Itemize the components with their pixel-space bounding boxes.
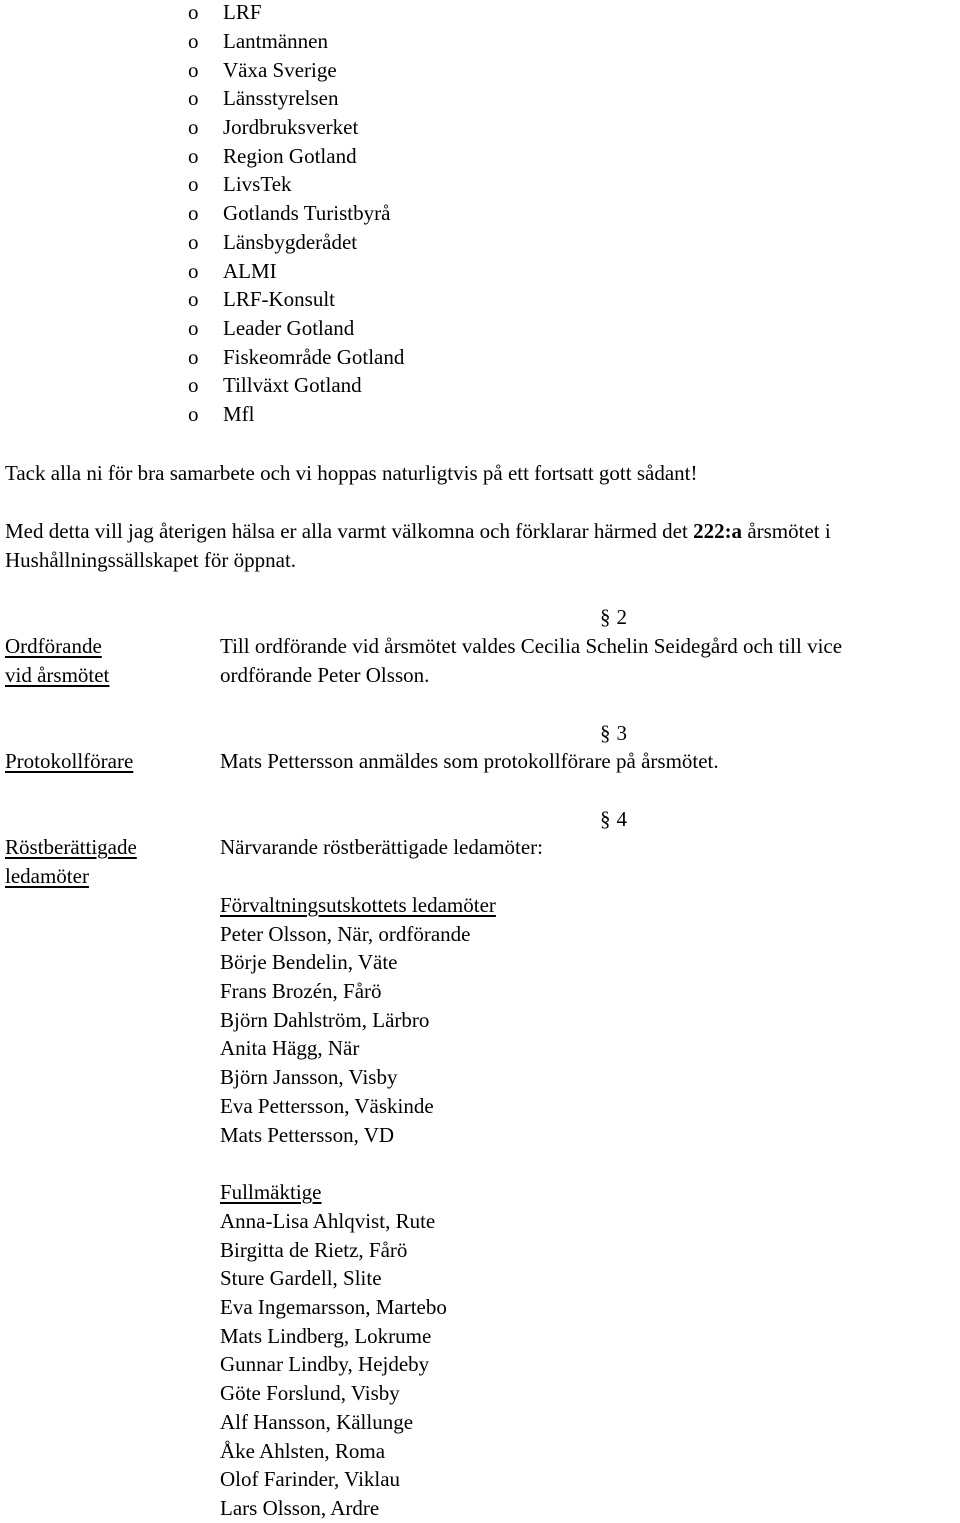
section-sign: § [600, 721, 611, 745]
bullet-marker: o [188, 316, 199, 340]
section-body: Till ordförande vid årsmötet valdes Cecilia Schelin Seidegård och till vice [220, 634, 843, 658]
list-item: Mats Lindberg, Lokrume [220, 1324, 432, 1348]
list-item: Göte Forslund, Visby [220, 1381, 400, 1405]
section-number-3: § 3 [600, 721, 627, 745]
welcome-paragraph [5, 517, 831, 546]
bullet-marker: o [188, 287, 199, 311]
bullet-marker: o [188, 58, 199, 82]
bullet-marker: o [188, 259, 199, 283]
bullet-marker: o [188, 402, 199, 426]
bullet-marker: o [188, 86, 199, 110]
list-item: Anita Hägg, När [220, 1036, 360, 1060]
section-heading: Ordförande [5, 634, 102, 658]
document-page: o LRF o Lantmännen o Växa Sverige o Länsstyrelsen o Jordbruksverket o Region Gotland o LivsTek o Gotlands Turistbyrå o Länsbygderådet o ALMI o LRF-Konsult o Leader Gotland o Fiskeområde Gotland o Tillväxt Gotland o Mfl Tack alla ni för bra samarbete och vi hoppas naturligtvis på ett fortsatt gott sådant! Med detta vill jag återigen hälsa er alla varmt välkomna och förklarar härmed det 222:a årsmötet i Hushållningssällskapet för öppnat. § 2 Ordförande vid årsmötet Till ordförande vid årsmötet valdes Cecilia Schelin Seidegård och till vice ordförande Peter Olsson. § 3 Protokollförare Mats Pettersson anmäldes som protokollförare på årsmötet. § 4 Röstberättigade ledamöter Närvarande röstberättigade ledamöter: Förvaltningsutskottets ledamöter Peter Olsson, När, ordförande Börje Bendelin, Väte Frans Brozén, Fårö Björn Dahlström, Lärbro Anita Hägg, När Björn Jansson, Visby Eva Pettersson, Väskinde Mats Pettersson, VD Fullmäktige Anna-Lisa Ahlqvist, Rute Birgitta de Rietz, Fårö Sture Gardell, Slite Eva Ingemarsson, Martebo Mats Lindberg, Lokrume Gunnar Lindby, Hejdeby Göte Forslund, Visby Alf Hansson, Källunge Åke Ahlsten, Roma Olof Farinder, Viklau Lars Olsson, Ardre [0, 0, 960, 1522]
list-item: Frans Brozén, Fårö [220, 979, 382, 1003]
bullet-marker: o [188, 115, 199, 139]
section-body: Närvarande röstberättigade ledamöter: [220, 835, 544, 859]
section-sign: § [600, 807, 611, 831]
bullet-marker: o [188, 201, 199, 225]
list-item: Mats Pettersson, VD [220, 1123, 395, 1147]
group-title: Förvaltningsutskottets ledamöter [220, 893, 496, 917]
list-item: Anna-Lisa Ahlqvist, Rute [220, 1209, 436, 1233]
section-heading: Protokollförare [5, 749, 134, 773]
list-item: Peter Olsson, När, ordförande [220, 922, 471, 946]
list-item: Alf Hansson, Källunge [220, 1410, 414, 1434]
thanks-paragraph: Tack alla ni för bra samarbete och vi hoppas naturligtvis på ett fortsatt gott sådant! [5, 461, 698, 485]
list-item: Eva Ingemarsson, Martebo [220, 1295, 447, 1319]
section-heading: Röstberättigade [5, 835, 137, 859]
list-item: Åke Ahlsten, Roma [220, 1439, 386, 1463]
bullet-marker: o [188, 29, 199, 53]
section-body: ordförande Peter Olsson. [220, 663, 430, 687]
welcome-text-start: Med detta vill jag återigen hälsa er alla varmt välkomna och förklarar härmed det [5, 519, 694, 543]
bullet-marker: o [188, 345, 199, 369]
section-sign: § [600, 605, 611, 629]
bullet-marker: o [188, 144, 199, 168]
list-item: Eva Pettersson, Väskinde [220, 1094, 434, 1118]
welcome-text-end: årsmötet i [742, 519, 831, 543]
list-item: Sture Gardell, Slite [220, 1266, 382, 1290]
list-item: Björn Dahlström, Lärbro [220, 1008, 430, 1032]
list-item: Björn Jansson, Visby [220, 1065, 398, 1089]
bullet-marker: o [188, 230, 199, 254]
list-item: Birgitta de Rietz, Fårö [220, 1238, 408, 1262]
bullet-marker: o [188, 0, 199, 24]
list-item: Gunnar Lindby, Hejdeby [220, 1352, 430, 1376]
section-heading: vid årsmötet [5, 663, 110, 687]
meeting-number: 222:a [693, 519, 743, 543]
bullet-marker: o [188, 172, 199, 196]
bullet-marker: o [188, 373, 199, 397]
group-title: Fullmäktige [220, 1180, 322, 1204]
list-item: Lars Olsson, Ardre [220, 1496, 380, 1520]
section-number-4: § 4 [600, 807, 627, 831]
section-heading: ledamöter [5, 864, 89, 888]
section-body: Mats Pettersson anmäldes som protokollförare på årsmötet. [220, 749, 719, 773]
section-number-2: § 2 [600, 605, 627, 629]
list-item: Börje Bendelin, Väte [220, 950, 398, 974]
list-item: Olof Farinder, Viklau [220, 1467, 401, 1491]
welcome-paragraph-line2: Hushållningssällskapet för öppnat. [5, 548, 297, 572]
